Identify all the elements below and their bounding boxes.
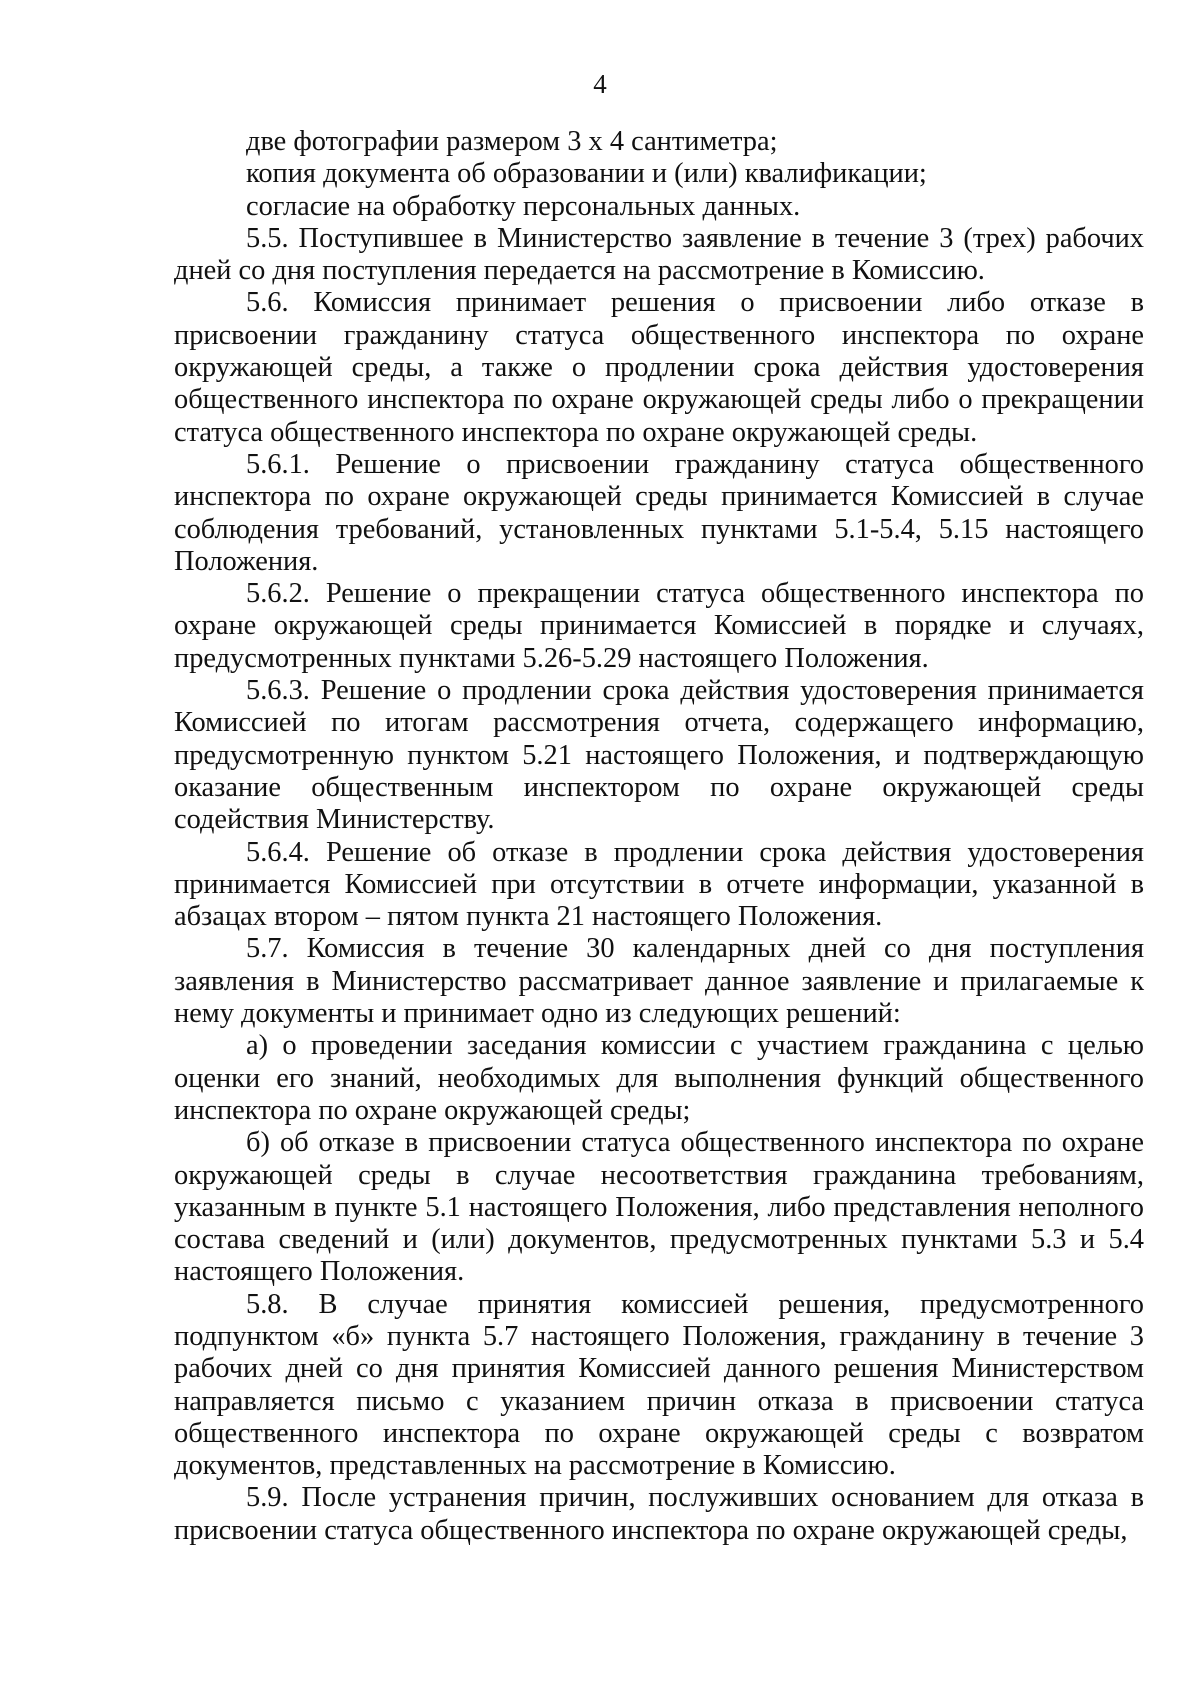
paragraph-5-7-b: б) об отказе в присвоении статуса общественного инспектора по охране окружающей среды в случае несоответствия гражданина требованиям, указанным в пункте 5.1 настоящего Положения, либо представления неполного состава сведений и (или) документов, предусмотренных пунктами 5.3 и 5.4 настоящего Положения. [174,1127,1144,1288]
document-body [174,126,1144,1547]
paragraph-education-copy: копия документа об образовании и (или) квалификации; [246,158,927,190]
paragraph-5-7-a: а) о проведении заседания комиссии с участием гражданина с целью оценки его знаний, необходимых для выполнения функций общественного инспектора по охране окружающей среды; [174,1030,1144,1126]
paragraph-consent: согласие на обработку персональных данных. [246,190,801,222]
paragraph-5-8: 5.8. В случае принятия комиссией решения, предусмотренного подпунктом «б» пункта 5.7 настоящего Положения, гражданину в течение 3 рабочих дней со дня принятия Комиссией данного решения Министерством направляется письмо с указанием причин отказа в присвоении статуса общественного инспектора по охране окружающей среды с возвратом документов, представленных на рассмотрение в Комиссию. [174,1288,1144,1482]
paragraph-5-6-2: 5.6.2. Решение о прекращении статуса общественного инспектора по охране окружающей среды принимается Комиссией в порядке и случаях, предусмотренных пунктами 5.26-5.29 настоящего Положения. [174,578,1144,674]
paragraph-photos: две фотографии размером 3 х 4 сантиметра; [246,126,778,157]
paragraph-5-7: 5.7. Комиссия в течение 30 календарных дней со дня поступления заявления в Министерство рассматривает данное заявление и прилагаемые к нему документы и принимает одно из следующих решений: [174,933,1144,1030]
paragraph-5-9: 5.9. После устранения причин, послуживших основанием для отказа в присвоении статуса общественного инспектора по охране окружающей среды, [174,1482,1144,1546]
paragraph-5-6-4: 5.6.4. Решение об отказе в продлении срока действия удостоверения принимается Комиссией при отсутствии в отчете информации, указанной в абзацах втором – пятом пункта 21 настоящего Положения. [174,836,1144,933]
paragraph-5-6: 5.6. Комиссия принимает решения о присвоении либо отказе в присвоении гражданину статуса общественного инспектора по охране окружающей среды, а также о продлении срока действия удостоверения общественного инспектора по охране окружающей среды либо о прекращении статуса общественного инспектора по охране окружающей среды. [174,287,1144,448]
paragraph-5-5: 5.5. Поступившее в Министерство заявление в течение 3 (трех) рабочих дней со дня поступления передается на рассмотрение в Комиссию. [174,222,1144,287]
page-number: 4 [593,69,607,99]
paragraph-5-6-3: 5.6.3. Решение о продлении срока действия удостоверения принимается Комиссией по итогам рассмотрения отчета, содержащего информацию, предусмотренную пунктом 5.21 настоящего Положения, и подтверждающую оказание общественным инспектором по охране окружающей среды содействия Министерству. [174,675,1144,836]
paragraph-5-6-1: 5.6.1. Решение о присвоении гражданину статуса общественного инспектора по охране окружающей среды принимается Комиссией в случае соблюдения требований, установленных пунктами 5.1-5.4, 5.15 настоящего Положения. [174,448,1144,577]
